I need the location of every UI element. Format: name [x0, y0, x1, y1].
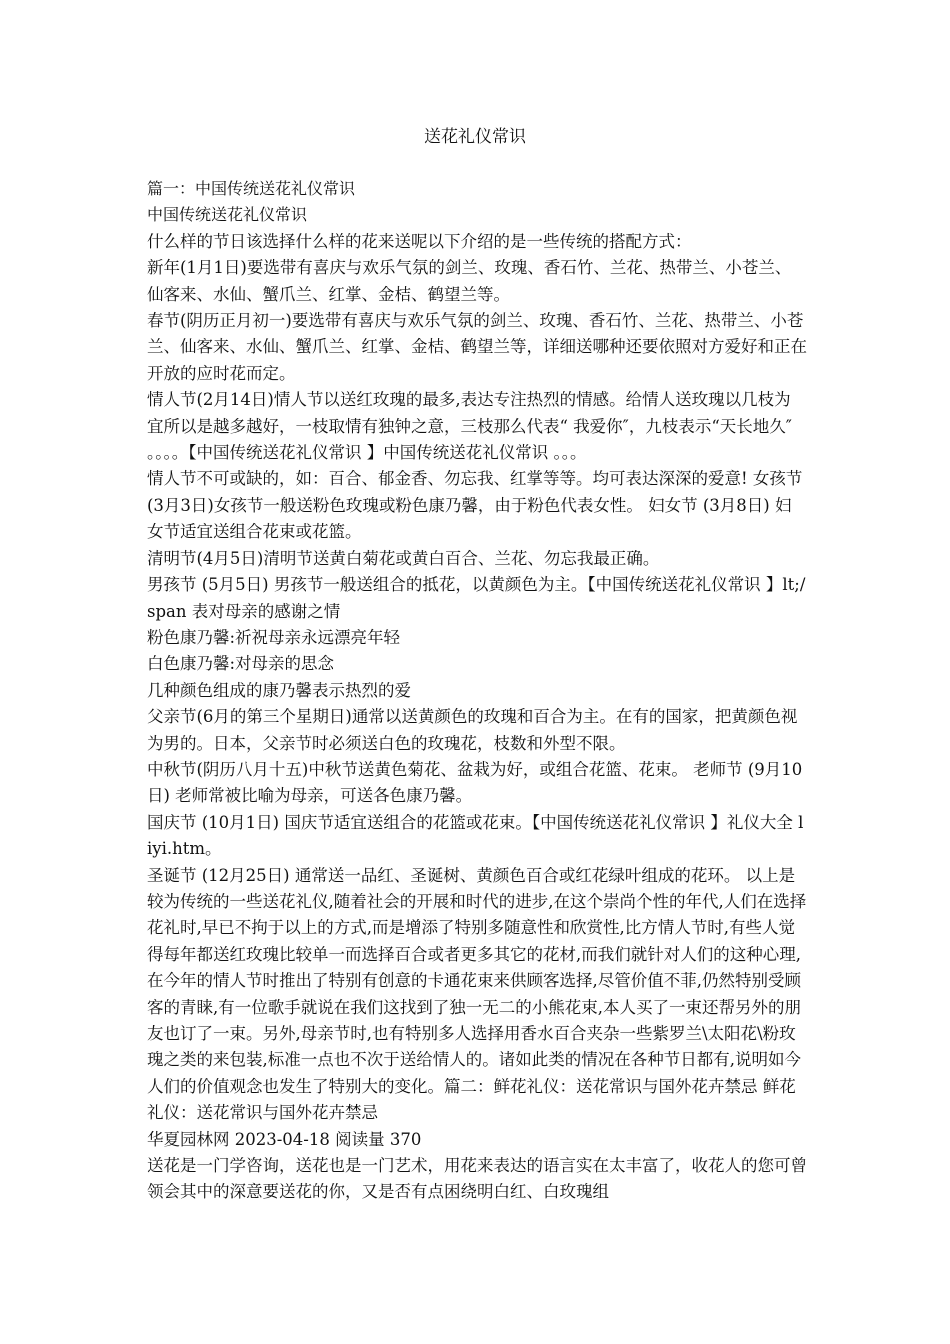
- paragraph: 送花是一门学咨询，送花也是一门艺术，用花来表达的语言实在太丰富了，收花人的您可曾领会其中的深意要送花的你，又是否有点困绕明白红、白玫瑰组: [147, 1156, 807, 1202]
- paragraph: 什么样的节日该选择什么样的花来送呢以下介绍的是一些传统的搭配方式：: [147, 231, 692, 251]
- paragraph: 几种颜色组成的康乃馨表示热烈的爱: [147, 680, 411, 700]
- paragraph: 白色康乃馨:对母亲的思念: [147, 654, 335, 674]
- paragraph: 情人节不可或缺的，如：百合、郁金香、勿忘我、红掌等等。均可表达深深的爱意! 女孩节(3月3日)女孩节一般送粉色玫瑰或粉色康乃馨，由于粉色代表女性。 妇女节 (3月8日) 妇女节适宜送组合花束或花篮。: [147, 469, 803, 542]
- paragraph: 情人节(2月14日)情人节以送红玫瑰的最多,表达专注热烈的情感。给情人送玫瑰以几枝为宜所以是越多越好，一枝取情有独钟之意，三枝那么代表“ 我爱你″，九枝表示“天长地久″ 。。。。【中国传统送花礼仪常识 】中国传统送花礼仪常识 。。。: [147, 390, 792, 463]
- source-line: 华夏园林网 2023-04-18 阅读量 370: [147, 1129, 422, 1149]
- paragraph: 国庆节 (10月1日) 国庆节适宜送组合的花篮或花束。【中国传统送花礼仪常识 】礼仪大全 liyi.htm。: [147, 812, 804, 859]
- paragraph: 父亲节(6月的第三个星期日)通常以送黄颜色的玫瑰和百合为主。在有的国家，把黄颜色视为男的。日本，父亲节时必须送白色的玫瑰花，枝数和外型不限。: [147, 707, 798, 753]
- paragraph: 新年(1月1日)要选带有喜庆与欢乐气氛的剑兰、玫瑰、香石竹、兰花、热带兰、小苍兰、仙客来、水仙、蟹爪兰、红掌、金桔、鹤望兰等。: [147, 258, 792, 304]
- paragraph: 男孩节 (5月5日) 男孩节一般送组合的抵花，以黄颜色为主。【中国传统送花礼仪常识 】lt;/span 表对母亲的感谢之情: [147, 575, 806, 621]
- section-heading: 篇一：中国传统送花礼仪常识: [147, 179, 356, 198]
- paragraph: 春节(阴历正月初一)要选带有喜庆与欢乐气氛的剑兰、玫瑰、香石竹、兰花、热带兰、小苍兰、仙客来、水仙、蟹爪兰、红掌、金桔、鹤望兰等，详细送哪种还要依照对方爱好和正在开放的应时花而定。: [147, 311, 807, 383]
- paragraph: 圣诞节 (12月25日) 通常送一品红、圣诞树、黄颜色百合或红花绿叶组成的花环。 以上是较为传统的一些送花礼仪,随着社会的开展和时代的进步,在这个崇尚个性的年代,人们在选择花礼时,早已不拘于以上的方式,而是增添了特别多随意性和欣赏性,比方情人节时,有些人觉得每年都送红玫瑰比较单一而选择百合或者更多其它的花材,而我们就针对人们的这种心理,在今年的情人节时推出了特别有创意的卡通花束来供顾客选择,尽管价值不菲,仍然特别受顾客的青睐,有一位歌手就说在我们这找到了独一无二的小熊花束,本人买了一束还帮另外的朋友也订了一束。另外,母亲节时,也有特别多人选择用香水百合夹杂一些紫罗兰\太阳花\粉玫瑰之类的来包装,标准一点也不次于送给情人的。诸如此类的情况在各种节日都有,说明如今人们的价值观念也发生了特别大的变化。篇二：鲜花礼仪：送花常识与国外花卉禁忌 鲜花礼仪：送花常识与国外花卉禁忌: [147, 865, 807, 1123]
- paragraph: 清明节(4月5日)清明节送黄白菊花或黄白百合、兰花、勿忘我最正确。: [147, 548, 660, 568]
- document-title: 送花礼仪常识: [424, 127, 526, 147]
- paragraph: 中秋节(阴历八月十五)中秋节送黄色菊花、盆栽为好，或组合花篮、花束。 老师节 (9月10日) 老师常被比喻为母亲，可送各色康乃馨。: [147, 759, 803, 806]
- document-body: [147, 176, 807, 1206]
- section-subheading: 中国传统送花礼仪常识: [147, 205, 308, 225]
- paragraph: 粉色康乃馨:祈祝母亲永远漂亮年轻: [147, 627, 401, 647]
